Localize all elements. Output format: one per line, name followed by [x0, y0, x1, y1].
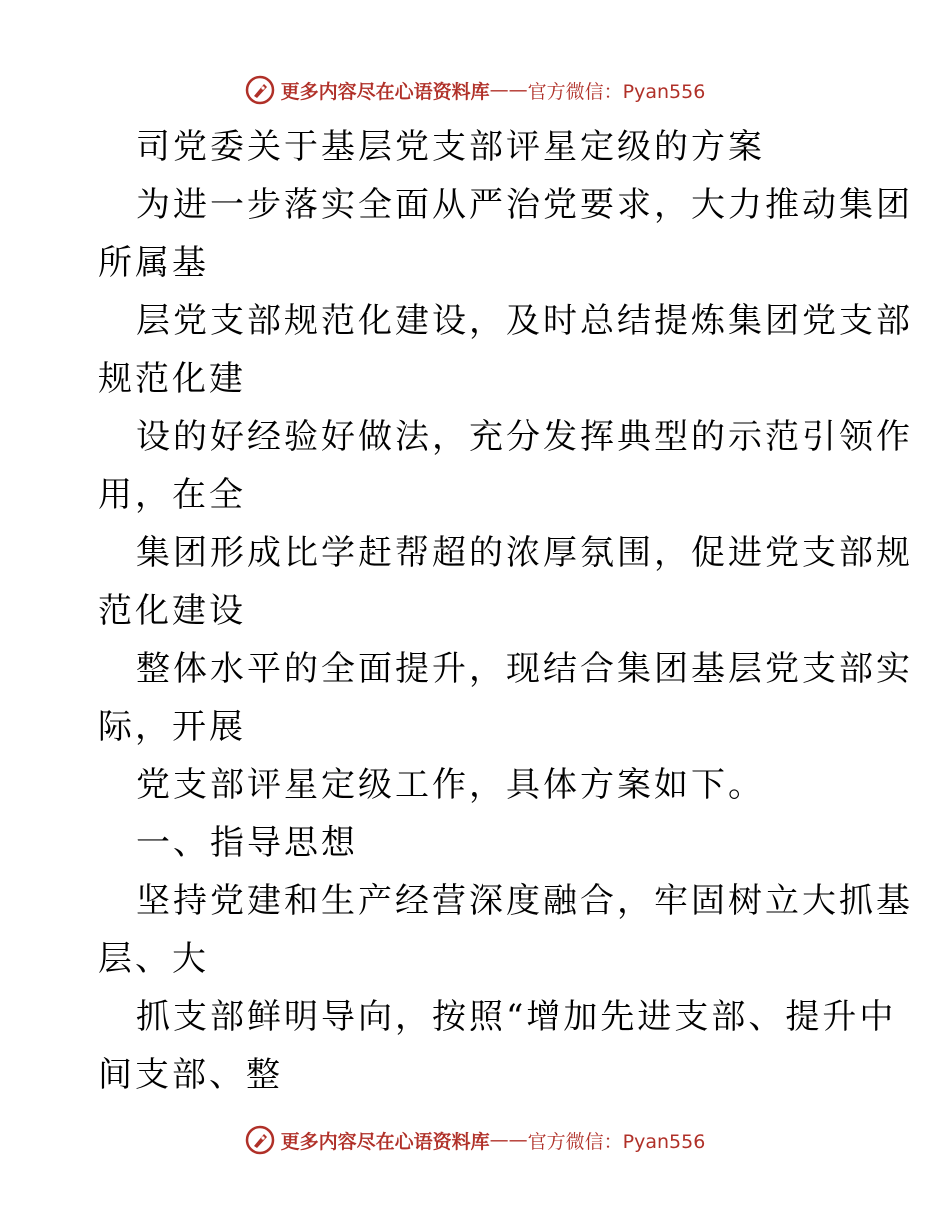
doc-line: 范化建设	[98, 591, 246, 631]
header-banner	[0, 70, 950, 110]
doc-line: 一、指导思想	[136, 823, 358, 863]
doc-line: 为进一步落实全面从严治党要求，大力推动集团	[136, 185, 913, 225]
banner-text: 更多内容尽在心语资料库	[280, 1130, 490, 1153]
doc-line: 所属基	[98, 243, 209, 283]
doc-line: 层党支部规范化建设，及时总结提炼集团党支部	[136, 301, 913, 341]
doc-line: 设的好经验好做法，充分发挥典型的示范引领作	[136, 417, 913, 457]
doc-line: 司党委关于基层党支部评星定级的方案	[136, 127, 765, 167]
doc-line: 集团形成比学赶帮超的浓厚氛围，促进党支部规	[136, 533, 913, 573]
doc-line: 间支部、整	[98, 1055, 283, 1095]
doc-line: 抓支部鲜明导向，按照“增加先进支部、提升中	[136, 997, 897, 1037]
banner-contact: 官方微信：Pyan556	[527, 80, 706, 103]
pen-nib-logo-icon	[245, 1125, 275, 1155]
banner-separator: ——	[489, 79, 528, 101]
banner-text: 更多内容尽在心语资料库	[280, 80, 490, 103]
pen-nib-logo-icon	[245, 75, 275, 105]
footer-banner	[0, 1120, 950, 1160]
doc-line: 际，开展	[98, 707, 246, 747]
doc-line: 坚持党建和生产经营深度融合，牢固树立大抓基	[136, 881, 913, 921]
banner-contact: 官方微信：Pyan556	[527, 1130, 706, 1153]
banner-separator: ——	[489, 1129, 528, 1151]
doc-line: 规范化建	[98, 359, 246, 399]
doc-line: 整体水平的全面提升，现结合集团基层党支部实	[136, 649, 913, 689]
document-body	[98, 118, 913, 1104]
doc-line: 党支部评星定级工作，具体方案如下。	[136, 765, 765, 805]
doc-line: 用，在全	[98, 475, 246, 515]
doc-line: 层、大	[98, 939, 209, 979]
